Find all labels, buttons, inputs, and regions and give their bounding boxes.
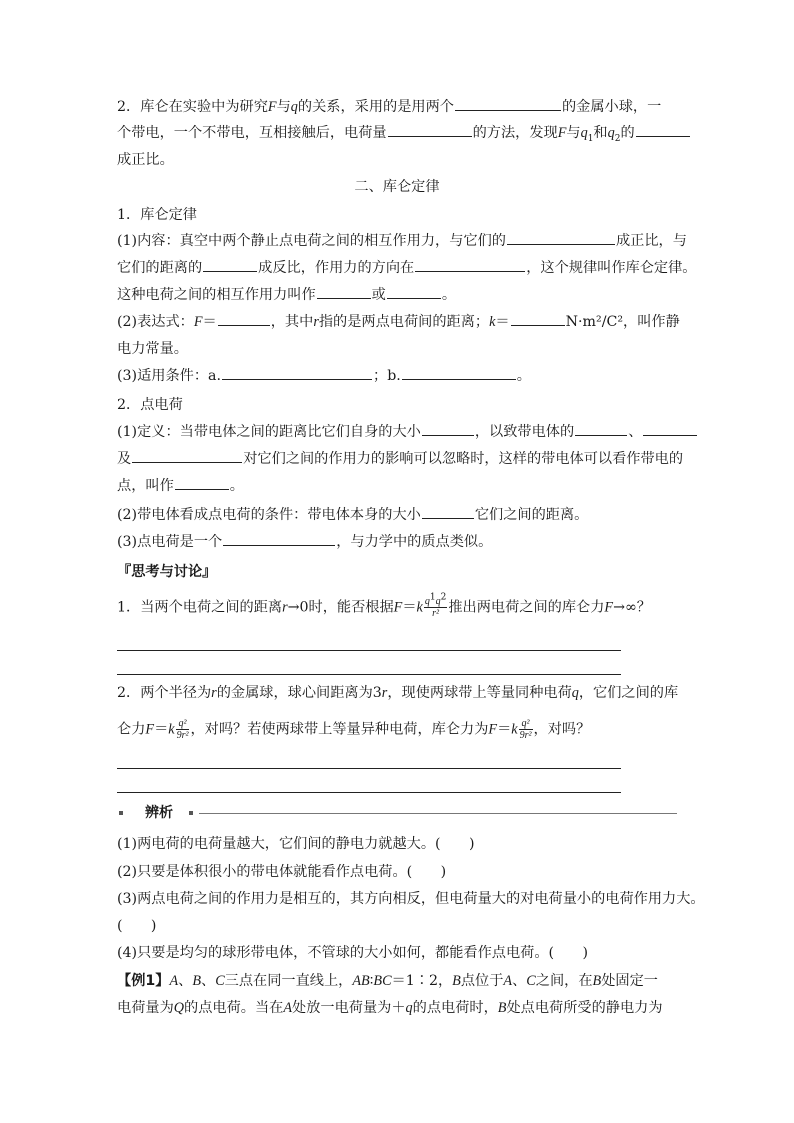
fraction-q2-over-9r2 xyxy=(519,718,533,741)
fill-blank[interactable] xyxy=(507,230,615,245)
var-q: q xyxy=(571,685,579,701)
text: 处点电荷所受的静电力为 xyxy=(506,1000,663,1016)
text: ＝ xyxy=(402,599,417,616)
fill-blank[interactable] xyxy=(415,257,525,272)
text: (3)点电荷是一个 xyxy=(117,534,223,550)
law-heading: 1．库仑定律 xyxy=(117,207,197,223)
var-q: q xyxy=(290,99,298,115)
law-expression-1 xyxy=(117,311,680,333)
analysis-item-4: (4)只要是均匀的球形带电体，不管球的大小如何，都能看作点电荷。( ) xyxy=(117,945,588,961)
var-q1: q xyxy=(580,125,588,141)
example-tag: 【例1】 xyxy=(117,973,170,989)
var-k: k xyxy=(416,599,423,616)
var-q: q xyxy=(405,1000,413,1016)
var-r: r xyxy=(282,599,288,616)
text: 。 xyxy=(441,287,457,303)
text: 的金属球，球心间距离为3 xyxy=(216,685,382,701)
divider xyxy=(199,813,677,814)
answer-line[interactable] xyxy=(117,674,621,675)
fill-blank[interactable] xyxy=(402,365,516,380)
text: (1)内容：真空中两个静止点电荷之间的相互作用力，与它们的 xyxy=(117,233,506,249)
var-F: F xyxy=(145,721,155,738)
text: ＝ xyxy=(202,314,217,330)
numerator: q² xyxy=(176,718,190,730)
text: 这种电荷之间的相互作用力叫作 xyxy=(117,287,316,303)
text: 、 xyxy=(200,973,216,989)
section-title: 二、库仑定律 xyxy=(354,179,440,195)
text: 2．库仑在实验中为研究 xyxy=(117,99,268,115)
var-A: A xyxy=(283,1000,293,1016)
point-def-3 xyxy=(117,475,677,497)
fill-blank[interactable] xyxy=(422,504,474,519)
text: 的 xyxy=(620,125,635,141)
analysis-item-1: (1)两电荷的电荷量越大，它们间的静电力就越大。( ) xyxy=(117,836,475,852)
analysis-item-3: (3)两点电荷之间的作用力是相互的，其方向相反，但电荷量大的对电荷量小的电荷作用力大。 xyxy=(117,891,705,907)
var-k: k xyxy=(168,721,175,738)
text: 个带电，一个不带电，互相接触后，电荷量 xyxy=(117,125,387,141)
text: 它们的距离的 xyxy=(117,260,203,276)
denominator: r² xyxy=(432,608,440,619)
square-bullet-icon xyxy=(119,811,123,815)
text: 成反比，作用力的方向在 xyxy=(258,260,415,276)
text: 的点电荷。当在 xyxy=(184,1000,284,1016)
text: 、 xyxy=(512,973,527,989)
index: 2 xyxy=(440,592,447,603)
point-def-2 xyxy=(117,448,684,470)
var-B: B xyxy=(452,973,461,989)
analysis-label: 辨析 xyxy=(145,805,173,821)
fraction-q1q2-over-r2 xyxy=(424,592,447,619)
text: ＝ xyxy=(497,721,512,738)
text: 或 xyxy=(371,287,386,303)
numerator xyxy=(424,592,447,608)
fill-blank[interactable] xyxy=(132,448,242,463)
fill-blank[interactable] xyxy=(455,96,561,111)
var-AB: AB xyxy=(352,973,370,989)
text: 成正比，与 xyxy=(615,233,687,249)
var-r: r xyxy=(313,314,319,330)
text: 、 xyxy=(628,424,643,440)
text: (2)表达式： xyxy=(117,314,194,330)
fill-blank[interactable] xyxy=(388,122,472,137)
var-q: q xyxy=(435,596,441,607)
text: ，与力学中的质点类似。 xyxy=(336,534,493,550)
text: 点位于 xyxy=(460,973,504,989)
text: 仑力 xyxy=(117,721,146,738)
text: 成正比。 xyxy=(117,152,174,168)
text: ，以致带电体的 xyxy=(474,424,575,440)
var-C: C xyxy=(215,973,225,989)
text: 、 xyxy=(178,973,193,989)
text: (3)适用条件：a. xyxy=(117,368,222,384)
answer-line[interactable] xyxy=(117,792,621,793)
var-C: C xyxy=(526,973,536,989)
law-expression-2: 电力常量。 xyxy=(117,341,188,357)
fraction-q2-over-9r2 xyxy=(176,718,190,741)
index: 1 xyxy=(429,592,436,603)
text: 。 xyxy=(229,478,244,494)
var-q2: q xyxy=(607,125,615,141)
think-question-1 xyxy=(117,592,677,619)
text: ，这个规律叫作库仑定律。 xyxy=(526,260,697,276)
text: 之间，在 xyxy=(535,973,593,989)
point-heading: 2．点电荷 xyxy=(117,397,183,413)
var-B: B xyxy=(192,973,201,989)
fill-blank[interactable] xyxy=(643,421,697,436)
point-model xyxy=(117,531,677,553)
text: ＝ xyxy=(154,721,169,738)
law-content-3 xyxy=(117,284,677,306)
text: 推出两电荷之间的库仑力 xyxy=(448,599,605,616)
text: ∶ xyxy=(369,973,374,989)
text: ，对吗？若使两球带上等量异种电荷，库仑力为 xyxy=(190,721,489,738)
text: 与 xyxy=(276,99,291,115)
text: 处放一电荷量为＋ xyxy=(292,1000,406,1016)
var-r: r xyxy=(211,685,217,701)
var-B: B xyxy=(592,973,602,989)
denominator: 9r² xyxy=(176,730,189,741)
text: 的点电荷时， xyxy=(412,1000,498,1016)
text: ，其中 xyxy=(270,314,314,330)
text: 。 xyxy=(516,368,531,384)
text: (2)带电体看成点电荷的条件：带电体本身的大小 xyxy=(117,507,421,523)
text: 三点在同一直线上， xyxy=(224,973,353,989)
text: 和 xyxy=(593,125,608,141)
think-question-2-cont xyxy=(117,718,677,741)
analysis-header xyxy=(117,805,677,821)
text: (1)定义：当带电体之间的距离比它们自身的大小 xyxy=(117,424,421,440)
text: 点，叫作 xyxy=(117,478,174,494)
example-1-line-2 xyxy=(117,997,677,1019)
text: 及 xyxy=(117,451,132,467)
fill-blank[interactable] xyxy=(175,475,229,490)
subscript: 2 xyxy=(614,133,621,144)
text: 处固定一 xyxy=(601,973,658,989)
text: N·m²/C²，叫作静 xyxy=(565,314,680,330)
var-Q: Q xyxy=(173,1000,185,1016)
text: 指的是两点电荷间的距离； xyxy=(318,314,490,330)
text: ；b. xyxy=(373,368,401,384)
fill-blank[interactable] xyxy=(218,311,270,326)
answer-line[interactable] xyxy=(117,650,621,651)
var-A: A xyxy=(503,973,513,989)
var-F: F xyxy=(488,721,498,738)
var-r: r xyxy=(381,685,388,701)
fill-blank[interactable] xyxy=(575,421,627,436)
var-F: F xyxy=(267,99,277,115)
var-k: k xyxy=(511,721,518,738)
var-B: B xyxy=(497,1000,507,1016)
text: 的方法，发现 xyxy=(472,125,558,141)
fill-blank[interactable] xyxy=(317,284,371,299)
text: 对它们之间的作用力的影响可以忽略时，这样的带电体可以看作带电的 xyxy=(243,451,684,467)
text: ，现使两球带上等量同种电荷 xyxy=(387,685,572,701)
point-condition xyxy=(117,504,677,526)
var-k: k xyxy=(489,314,496,330)
text: 2．两个半径为 xyxy=(117,685,212,701)
var-q: q xyxy=(424,596,430,607)
var-F: F xyxy=(193,314,203,330)
q2-line-1 xyxy=(117,96,677,118)
text: 与 xyxy=(566,125,581,141)
point-def-1 xyxy=(117,421,677,443)
text: 电荷量为 xyxy=(117,1000,174,1016)
text: 它们之间的距离。 xyxy=(474,507,589,523)
subscript: 1 xyxy=(587,133,594,144)
q2-line-2 xyxy=(117,122,677,144)
text: →0时，能否根据 xyxy=(287,599,394,616)
denominator: 9r² xyxy=(519,730,532,741)
example-1-line-1 xyxy=(117,970,677,992)
think-question-2 xyxy=(117,682,677,704)
text: ，它们之间的库 xyxy=(578,685,679,701)
text: 的金属小球，一 xyxy=(561,99,662,115)
var-F: F xyxy=(557,125,567,141)
text: →∞？ xyxy=(613,599,651,616)
fill-blank[interactable] xyxy=(387,284,441,299)
text: 的关系，采用的是用两个 xyxy=(297,99,454,115)
think-heading: 『思考与讨论』 xyxy=(117,564,217,580)
text: 1．当两个电荷之间的距离 xyxy=(117,599,283,616)
law-content-2 xyxy=(117,257,697,279)
text: ，对吗？ xyxy=(533,721,591,738)
fill-blank[interactable] xyxy=(203,257,257,272)
text: ＝1∶2， xyxy=(391,973,453,989)
fill-blank[interactable] xyxy=(511,311,565,326)
fill-blank[interactable] xyxy=(223,531,335,546)
fill-blank[interactable] xyxy=(636,122,690,137)
square-bullet-icon xyxy=(189,811,193,815)
fill-blank[interactable] xyxy=(222,365,372,380)
law-content-1 xyxy=(117,230,687,252)
analysis-item-2: (2)只要是体积很小的带电体就能看作点电荷。( ) xyxy=(117,864,447,880)
var-BC: BC xyxy=(373,973,392,989)
fill-blank[interactable] xyxy=(422,421,474,436)
var-F: F xyxy=(393,599,403,616)
text: ＝ xyxy=(495,314,510,330)
analysis-item-3-paren: ( ) xyxy=(117,918,157,934)
answer-line[interactable] xyxy=(117,768,621,769)
var-F: F xyxy=(604,599,614,616)
law-applicability xyxy=(117,365,677,387)
q2-line-3 xyxy=(117,149,677,171)
numerator: q² xyxy=(519,718,533,730)
var-A: A xyxy=(169,973,179,989)
